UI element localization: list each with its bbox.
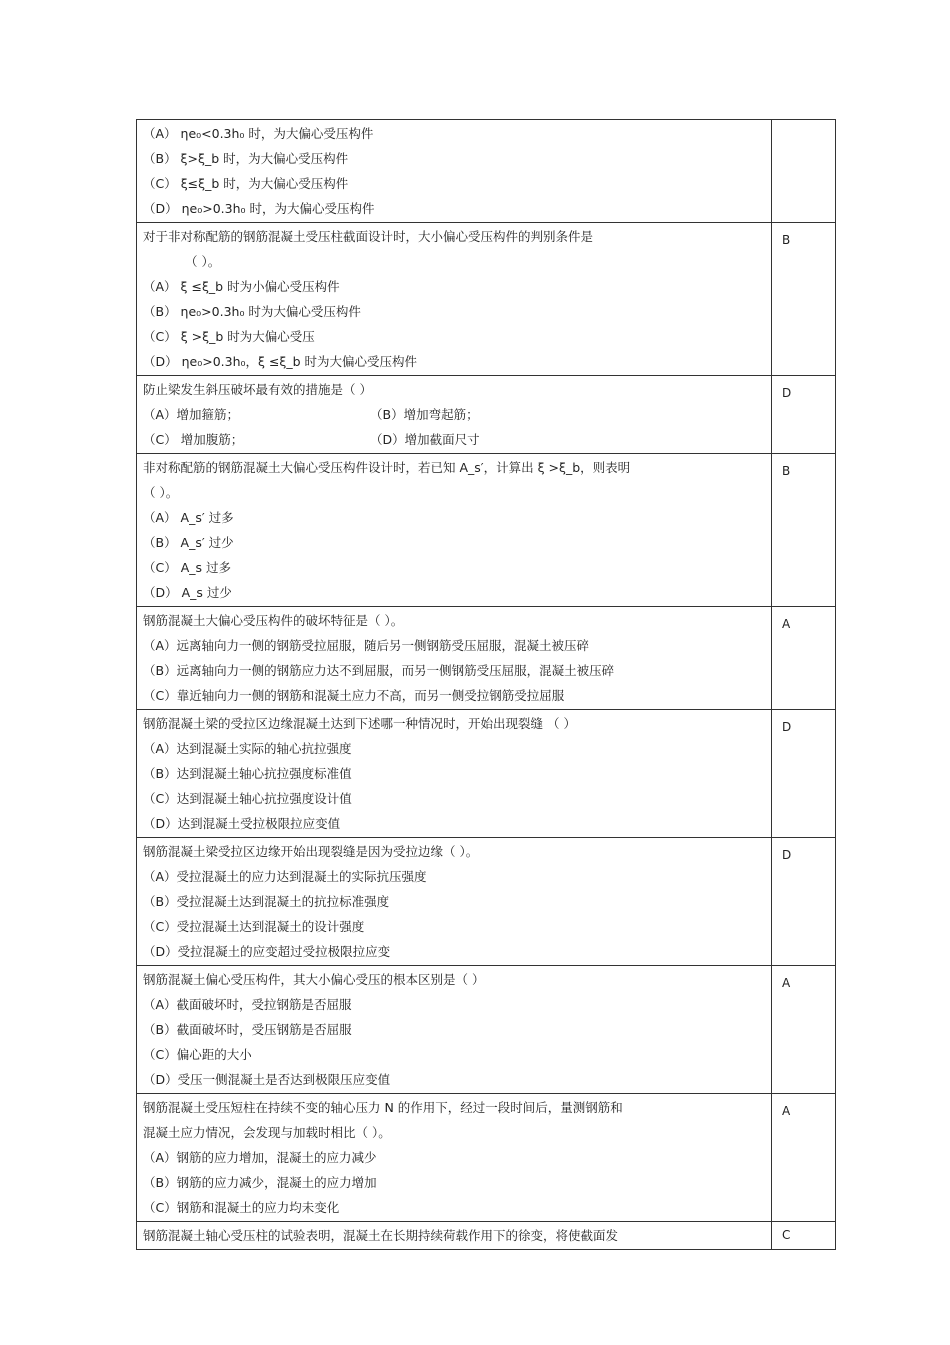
option-line: （A）截面破坏时，受拉钢筋是否屈服 [143, 997, 352, 1012]
option-line: （C） ξ≤ξ_b 时，为大偏心受压构件 [143, 176, 349, 191]
option-line: （B） ξ>ξ_b 时，为大偏心受压构件 [143, 151, 349, 166]
question-cell [137, 838, 772, 966]
option-line: （C） A_s 过多 [143, 560, 231, 575]
answer-cell: B [772, 223, 836, 376]
question-text: 非对称配筋的钢筋混凝土大偏心受压构件设计时，若已知 A_s′，计算出 ξ >ξ_b，则表明 [143, 460, 631, 475]
table-row [137, 1222, 836, 1250]
question-text: 钢筋混凝土轴心受压柱的试验表明，混凝土在长期持续荷载作用下的徐变，将使截面发 [143, 1228, 619, 1243]
question-text: 防止梁发生斜压破坏最有效的措施是（ ） [143, 382, 372, 397]
question-cell [137, 1222, 772, 1250]
question-text: 对于非对称配筋的钢筋混凝土受压柱截面设计时，大小偏心受压构件的判别条件是 [143, 229, 594, 244]
option-line: （D）达到混凝土受拉极限拉应变值 [143, 816, 341, 831]
option-b: （B）增加弯起筋； [370, 407, 479, 422]
table-row [137, 838, 836, 966]
answer-cell: B [772, 454, 836, 607]
question-table [136, 119, 836, 1250]
table-row [137, 607, 836, 710]
answer-cell: A [772, 607, 836, 710]
table-row [137, 1094, 836, 1222]
option-line: （D）受压一侧混凝土是否达到极限压应变值 [143, 1072, 391, 1087]
question-cell [137, 607, 772, 710]
option-line: （A） ηe₀<0.3h₀ 时，为大偏心受压构件 [143, 126, 374, 141]
option-line: （C）受拉混凝土达到混凝土的设计强度 [143, 919, 365, 934]
option-line: （B）截面破坏时，受压钢筋是否屈服 [143, 1022, 352, 1037]
option-line: （C）偏心距的大小 [143, 1047, 252, 1062]
option-line: （C）达到混凝土轴心抗拉强度设计值 [143, 791, 352, 806]
table-row [137, 376, 836, 454]
option-line: （B）远离轴向力一侧的钢筋应力达不到屈服，而另一侧钢筋受压屈服，混凝土被压碎 [143, 663, 615, 678]
option-d: （D）增加截面尺寸 [370, 432, 480, 447]
question-cell [137, 223, 772, 376]
answer-cell: D [772, 838, 836, 966]
answer-cell [772, 120, 836, 223]
option-line: （A）远离轴向力一侧的钢筋受拉屈服，随后另一侧钢筋受压屈服，混凝土被压碎 [143, 638, 590, 653]
option-line: （D） ηe₀>0.3h₀ 时，为大偏心受压构件 [143, 201, 375, 216]
option-line: （A） ξ ≤ξ_b 时为小偏心受压构件 [143, 279, 340, 294]
question-cell [137, 1094, 772, 1222]
table-row [137, 120, 836, 223]
option-line: （B）受拉混凝土达到混凝土的抗拉标准强度 [143, 894, 390, 909]
option-line: （A） A_s′ 过多 [143, 510, 234, 525]
question-text: 钢筋混凝土梁的受拉区边缘混凝土达到下述哪一种情况时，开始出现裂缝 （ ） [143, 716, 576, 731]
question-cell [137, 376, 772, 454]
table-row [137, 966, 836, 1094]
option-c: （C） 增加腹筋； [143, 432, 244, 447]
question-text: （ ）。 [143, 485, 179, 500]
table-row [137, 710, 836, 838]
option-line: （B） ηe₀>0.3h₀ 时为大偏心受压构件 [143, 304, 361, 319]
option-line: （D）受拉混凝土的应变超过受拉极限拉应变 [143, 944, 391, 959]
table-row [137, 454, 836, 607]
question-cell [137, 966, 772, 1094]
option-line: （B）钢筋的应力减少，混凝土的应力增加 [143, 1175, 377, 1190]
option-line: （A）钢筋的应力增加，混凝土的应力减少 [143, 1150, 377, 1165]
question-text: 钢筋混凝土梁受拉区边缘开始出现裂缝是因为受拉边缘（ ）。 [143, 844, 479, 859]
question-cell [137, 710, 772, 838]
answer-cell: A [772, 1094, 836, 1222]
option-a: （A）增加箍筋； [143, 407, 240, 422]
answer-cell: D [772, 710, 836, 838]
question-cell [137, 454, 772, 607]
option-line: （A）受拉混凝土的应力达到混凝土的实际抗压强度 [143, 869, 427, 884]
option-line: （C） ξ >ξ_b 时为大偏心受压 [143, 329, 315, 344]
answer-cell: D [772, 376, 836, 454]
answer-cell: A [772, 966, 836, 1094]
option-line: （C）钢筋和混凝土的应力均未变化 [143, 1200, 340, 1215]
question-text: 钢筋混凝土大偏心受压构件的破坏特征是（ ）。 [143, 613, 404, 628]
option-line: （B）达到混凝土轴心抗拉强度标准值 [143, 766, 352, 781]
answer-cell: C [772, 1222, 836, 1250]
option-line: （C）靠近轴向力一侧的钢筋和混凝土应力不高，而另一侧受拉钢筋受拉屈服 [143, 688, 565, 703]
question-text: 钢筋混凝土偏心受压构件，其大小偏心受压的根本区别是（ ） [143, 972, 485, 987]
option-line: （A）达到混凝土实际的轴心抗拉强度 [143, 741, 352, 756]
option-line: （B） A_s′ 过少 [143, 535, 234, 550]
question-text: 混凝土应力情况，会发现与加载时相比（ ）。 [143, 1125, 391, 1140]
question-text: （ ）。 [185, 254, 221, 269]
question-cell [137, 120, 772, 223]
option-pair [143, 402, 765, 427]
option-pair [143, 427, 765, 452]
table-row [137, 223, 836, 376]
option-line: （D） ηe₀>0.3h₀，ξ ≤ξ_b 时为大偏心受压构件 [143, 354, 418, 369]
option-line: （D） A_s 过少 [143, 585, 232, 600]
question-text: 钢筋混凝土受压短柱在持续不变的轴心压力 N 的作用下，经过一段时间后，量测钢筋和 [143, 1100, 623, 1115]
